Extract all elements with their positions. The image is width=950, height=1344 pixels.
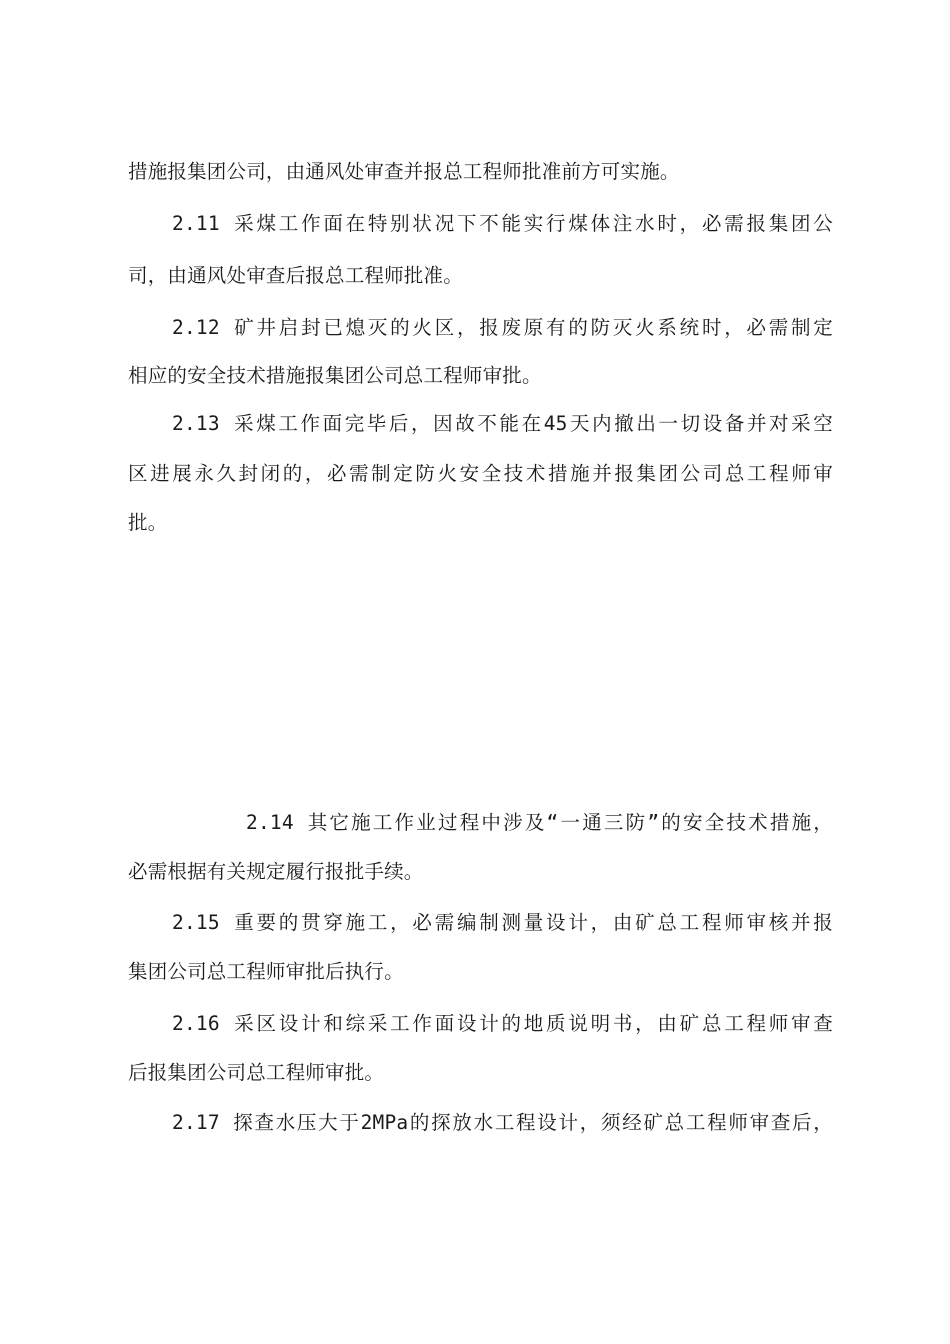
paragraph-2-11-line-1: 2.11 采煤工作面在特别状况下不能实行煤体注水时，必需报集团公 — [172, 212, 833, 235]
paragraph-2-15-line-1: 2.15 重要的贯穿施工，必需编制测量设计，由矿总工程师审核并报 — [172, 911, 833, 934]
paragraph-2-12-line-1: 2.12 矿井启封已熄灭的火区，报废原有的防灭火系统时，必需制定 — [172, 316, 833, 339]
paragraph-2-14-line-2: 必需根据有关规定履行报批手续。 — [128, 860, 424, 883]
paragraph-2-16-line-1: 2.16 采区设计和综采工作面设计的地质说明书，由矿总工程师审查 — [172, 1012, 833, 1035]
paragraph-2-17-line-1: 2.17 探查水压大于2MPa的探放水工程设计，须经矿总工程师审查后， — [172, 1111, 833, 1134]
paragraph-2-12-line-2: 相应的安全技术措施报集团公司总工程师审批。 — [128, 364, 542, 387]
paragraph-2-11-line-2: 司，由通风处审查后报总工程师批准。 — [128, 264, 463, 287]
paragraph-2-16-line-2: 后报集团公司总工程师审批。 — [128, 1061, 385, 1084]
paragraph-2-13-line-2: 区进展永久封闭的，必需制定防火安全技术措施并报集团公司总工程师审 — [128, 462, 833, 485]
text-line: 措施报集团公司，由通风处审查并报总工程师批准前方可实施。 — [128, 160, 680, 183]
paragraph-2-13-line-3: 批。 — [128, 511, 168, 534]
paragraph-2-14-line-1: 2.14 其它施工作业过程中涉及“一通三防”的安全技术措施， — [246, 811, 833, 834]
paragraph-2-15-line-2: 集团公司总工程师审批后执行。 — [128, 960, 404, 983]
paragraph-2-13-line-1: 2.13 采煤工作面完毕后，因故不能在45天内撤出一切设备并对采空 — [172, 412, 833, 435]
